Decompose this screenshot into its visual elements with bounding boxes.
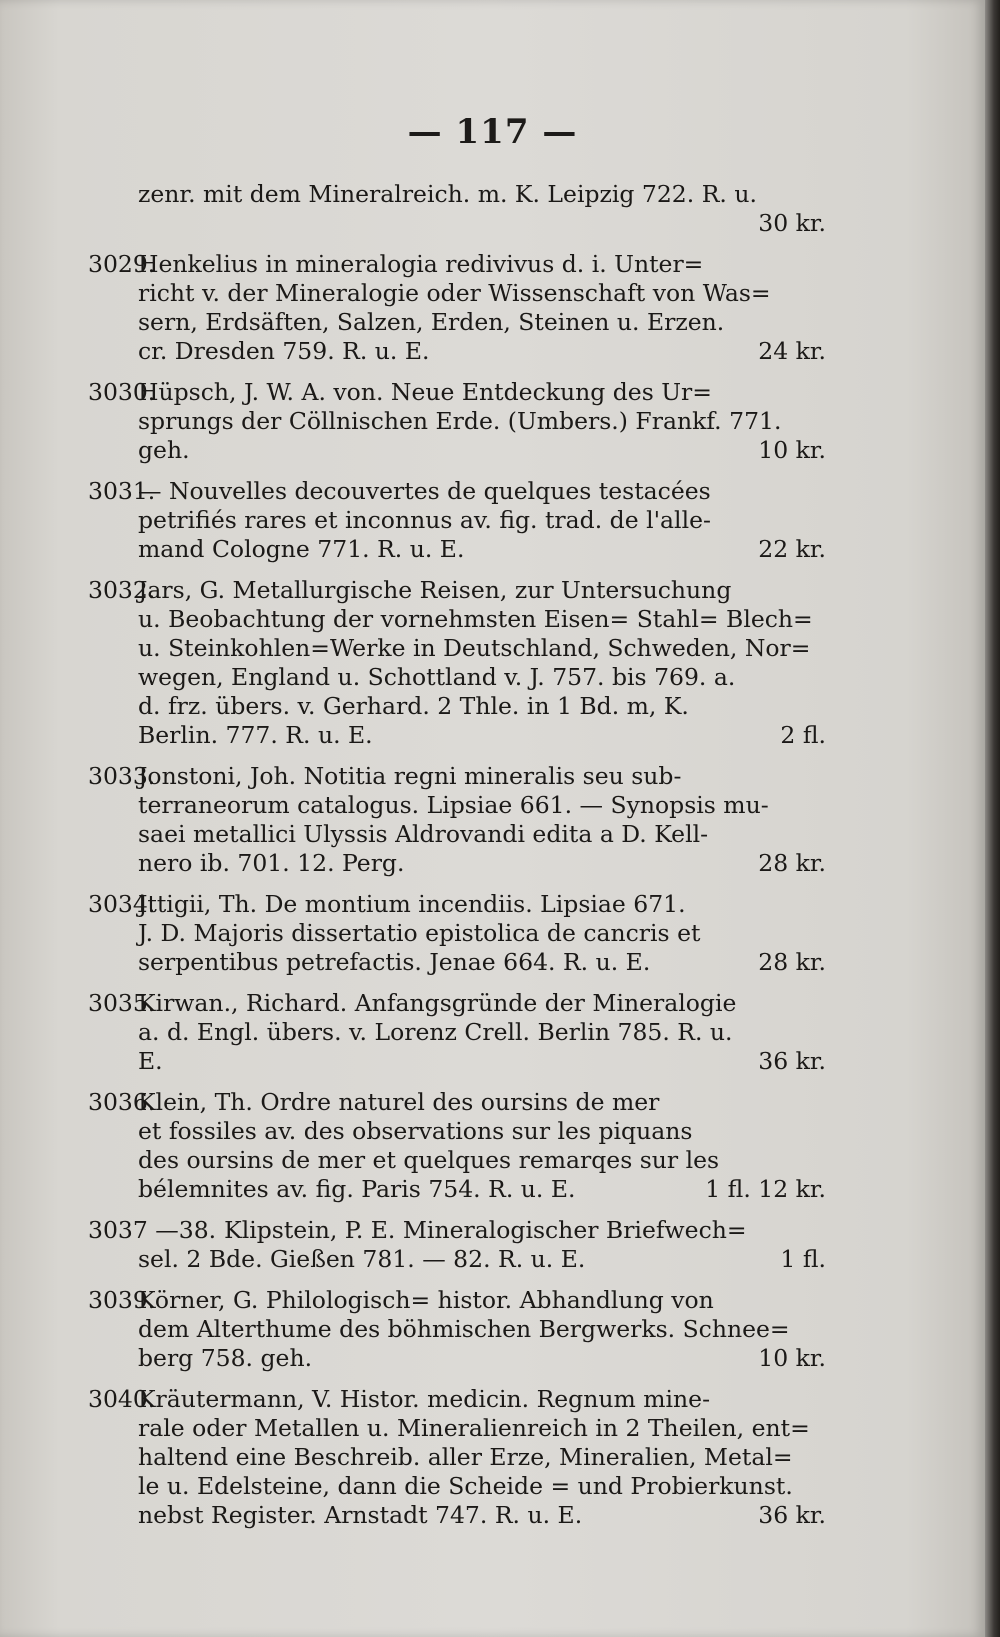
catalog-entry: [88, 378, 826, 465]
entry-number: 3039.: [88, 1286, 156, 1314]
entry-line: Hüpsch, J. W. A. von. Neue Entdeckung des Ur=: [138, 378, 712, 406]
entry-line: petrifiés rares et inconnus av. fig. trad. de l'alle-: [138, 506, 711, 534]
entry-price: 24 kr.: [758, 337, 826, 365]
entry-number: 3033.: [88, 762, 156, 790]
entry-line: Kirwan., Richard. Anfangsgründe der Mineralogie: [138, 989, 737, 1017]
entry-line: Kräutermann, V. Histor. medicin. Regnum mine-: [138, 1385, 711, 1413]
entry-line: zenr. mit dem Mineralreich. m. K. Leipzig 722. R. u.: [138, 180, 757, 208]
entry-price: 1 fl. 12 kr.: [705, 1175, 826, 1203]
entry-price: 36 kr.: [758, 1047, 826, 1075]
entry-line: wegen, England u. Schottland v. J. 757. bis 769. a.: [138, 663, 736, 691]
entry-line: le u. Edelsteine, dann die Scheide = und Probierkunst.: [138, 1472, 793, 1500]
entry-number: 3032.: [88, 576, 156, 604]
entry-number: 3037 —38.: [88, 1216, 217, 1244]
entry-line: richt v. der Mineralogie oder Wissenschaft von Was=: [138, 279, 771, 307]
entry-number: 3035.: [88, 989, 156, 1017]
catalog-entries: [88, 180, 826, 1542]
entry-line: serpentibus petrefactis. Jenae 664. R. u. E.: [138, 948, 651, 976]
entry-price: 2 fl.: [780, 721, 826, 749]
catalog-entry: [88, 1216, 826, 1274]
entry-line: geh.: [138, 436, 190, 464]
entry-line: — Nouvelles decouvertes de quelques testacées: [138, 477, 711, 505]
entry-line: des oursins de mer et quelques remarqes sur les: [138, 1146, 720, 1174]
entry-line: Klein, Th. Ordre naturel des oursins de mer: [138, 1088, 660, 1116]
entry-line: sprungs der Cöllnischen Erde. (Umbers.) Frankf. 771.: [138, 407, 782, 435]
entry-price: 28 kr.: [758, 849, 826, 877]
catalog-entry: [88, 250, 826, 366]
entry-line: dem Alterthume des böhmischen Bergwerks. Schnee=: [138, 1315, 790, 1343]
entry-number: 3031.: [88, 477, 156, 505]
entry-line: Jttigii, Th. De montium incendiis. Lipsiae 671.: [138, 890, 686, 918]
entry-number: 3040.: [88, 1385, 156, 1413]
entry-line: nebst Register. Arnstadt 747. R. u. E.: [138, 1501, 583, 1529]
catalog-entry: [138, 180, 826, 238]
entry-line: d. frz. übers. v. Gerhard. 2 Thle. in 1 Bd. m, K.: [138, 692, 689, 720]
entry-line: terraneorum catalogus. Lipsiae 661. — Synopsis mu-: [138, 791, 769, 819]
entry-line: nero ib. 701. 12. Perg.: [138, 849, 405, 877]
entry-price: 28 kr.: [758, 948, 826, 976]
entry-price: 22 kr.: [758, 535, 826, 563]
entry-line: Jars, G. Metallurgische Reisen, zur Untersuchung: [138, 576, 732, 604]
catalog-entry: [88, 576, 826, 750]
catalog-entry: [88, 1088, 826, 1204]
entry-line: et fossiles av. des observations sur les piquans: [138, 1117, 693, 1145]
entry-number: 3030.: [88, 378, 156, 406]
entry-price: 10 kr.: [758, 1344, 826, 1372]
page-number-header: — 117 —: [407, 112, 578, 152]
entry-line: a. d. Engl. übers. v. Lorenz Crell. Berlin 785. R. u.: [138, 1018, 733, 1046]
catalog-entry: [88, 1385, 826, 1530]
entry-line: J. D. Majoris dissertatio epistolica de cancris et: [138, 919, 701, 947]
entry-price: 36 kr.: [758, 1501, 826, 1529]
entry-line: cr. Dresden 759. R. u. E.: [138, 337, 430, 365]
entry-price: 1 fl.: [780, 1245, 826, 1273]
catalog-entry: [88, 762, 826, 878]
entry-line: sern, Erdsäften, Salzen, Erden, Steinen u. Erzen.: [138, 308, 725, 336]
entry-line: Körner, G. Philologisch= histor. Abhandlung von: [138, 1286, 714, 1314]
entry-line: berg 758. geh.: [138, 1344, 313, 1372]
entry-line: u. Beobachtung der vornehmsten Eisen= Stahl= Blech=: [138, 605, 813, 633]
catalog-entry: [88, 1286, 826, 1373]
entry-number: 3036.: [88, 1088, 156, 1116]
entry-line: haltend eine Beschreib. aller Erze, Mineralien, Metal=: [138, 1443, 793, 1471]
entry-line: rale oder Metallen u. Mineralienreich in 2 Theilen, ent=: [138, 1414, 810, 1442]
entry-line: saei metallici Ulyssis Aldrovandi edita a D. Kell-: [138, 820, 709, 848]
catalog-entry: [88, 989, 826, 1076]
entry-line: E.: [138, 1047, 163, 1075]
entry-line: Berlin. 777. R. u. E.: [138, 721, 373, 749]
entry-line: sel. 2 Bde. Gießen 781. — 82. R. u. E.: [138, 1245, 586, 1273]
book-edge: [985, 0, 1000, 1637]
entry-line: bélemnites av. fig. Paris 754. R. u. E.: [138, 1175, 576, 1203]
entry-price: 10 kr.: [758, 436, 826, 464]
entry-line: u. Steinkohlen=Werke in Deutschland, Schweden, Nor=: [138, 634, 811, 662]
catalog-entry: [88, 890, 826, 977]
catalog-entry: [88, 477, 826, 564]
entry-number: 3034.: [88, 890, 156, 918]
entry-line: Henkelius in mineralogia redivivus d. i. Unter=: [138, 250, 704, 278]
entry-line: mand Cologne 771. R. u. E.: [138, 535, 465, 563]
entry-line: Jonstoni, Joh. Notitia regni mineralis seu sub-: [138, 762, 682, 790]
entry-price: 30 kr.: [758, 209, 826, 237]
entry-number: 3029.: [88, 250, 156, 278]
entry-line: Klipstein, P. E. Mineralogischer Briefwech=: [224, 1216, 747, 1244]
